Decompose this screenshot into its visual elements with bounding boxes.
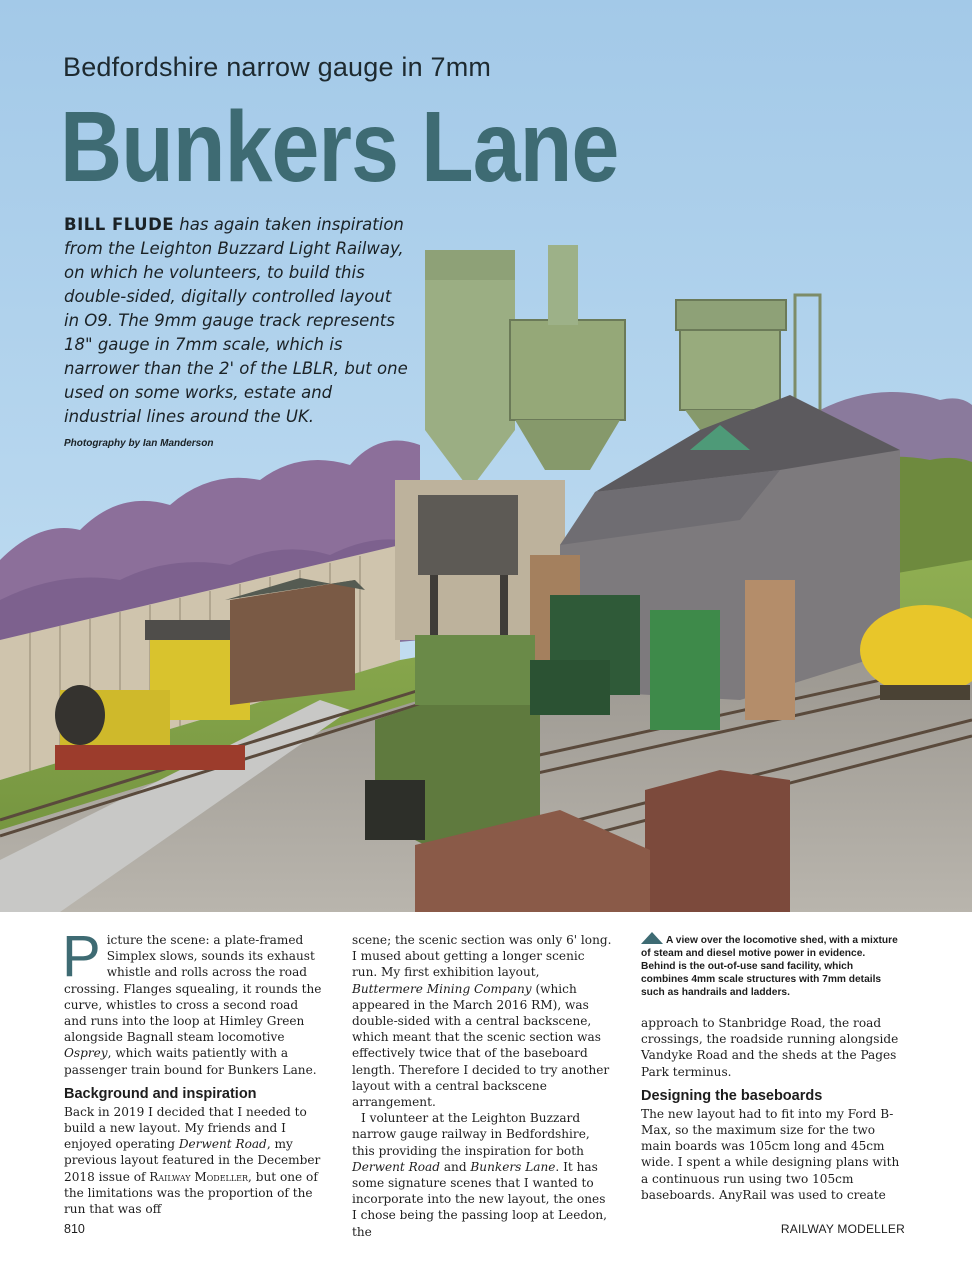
standfirst-text: has again taken inspiration from the Leighton Buzzard Light Railway, on which he volunteers, to build this double-sided, digitally controlled layout in O9. The 9mm gauge track represents 18" gauge in 7mm scale, which is narrower than the 2' of the LBLR, but one used on some works, estate and industrial lines around the UK.	[64, 215, 408, 426]
section-heading: Background and inspiration	[64, 1085, 257, 1102]
text-run: , my previous layout featured in the December 2018 issue of	[64, 1137, 321, 1184]
text-run: and	[439, 1159, 471, 1174]
photo-credit: Photography by Ian Manderson	[64, 438, 214, 449]
paragraph	[62, 924, 324, 1078]
paragraph	[352, 1110, 612, 1240]
article-title: Bunkers Lane	[60, 91, 619, 203]
green-simplex-in-shed	[650, 610, 720, 730]
magazine-footer: RAILWAY MODELLER	[780, 1222, 905, 1236]
caption-text: A view over the locomotive shed, with a mixture of steam and diesel motive power in evidence. Behind is the out-of-use sand facility, which combines 4mm scale structures with 7mm details such as handrails and ladders.	[641, 935, 898, 998]
magazine-name: Railway Modeller	[149, 1169, 249, 1184]
text-run: , which waits patiently with a passenger train bound for Bunkers Lane.	[64, 1046, 317, 1077]
text-run: icture the scene: a plate-framed Simplex slows, sounds its exhaust whistle and rolls across the road crossing. Flanges squealing, it rounds the curve, whistles to cross a second road and runs into the loop at Himley Green alongside Bagnall steam locomotive	[64, 933, 322, 1045]
body-column-3	[641, 932, 901, 1203]
text-run: Back in 2019 I decided that I needed to build a new layout. My friends and I enjoyed operating	[64, 1104, 307, 1152]
body-column-2	[352, 932, 612, 1240]
paragraph: approach to Stanbridge Road, the road crossings, the roadside running alongside Vandyke Road and the sheds at the Pages Park terminus.	[641, 1016, 899, 1079]
paragraph	[352, 932, 612, 1110]
layout-name: Derwent Road	[178, 1137, 267, 1152]
layout-name: Buttermere Mining Company	[352, 981, 532, 996]
text-run: (which appeared in the March 2016 RM), was double-sided with a central backscene, which meant that the scenic section was effectively twice that of the baseboard length. Therefore I decided to try another layout with a central backscene arrangement.	[352, 981, 610, 1110]
loco-name: Osprey	[64, 1046, 108, 1061]
layout-name: Bunkers Lane	[470, 1159, 556, 1174]
body-column-1	[62, 924, 324, 1217]
photo-caption	[641, 932, 901, 999]
kicker-heading: Bedfordshire narrow gauge in 7mm	[63, 52, 492, 82]
section-heading: Designing the baseboards	[641, 1087, 823, 1104]
paragraph	[64, 1104, 324, 1217]
page-number: 810	[64, 1222, 85, 1236]
layout-name: Derwent Road	[352, 1159, 440, 1174]
author-byline: BILL FLUDE	[64, 215, 175, 234]
text-run: I volunteer at the Leighton Buzzard narrow gauge railway in Bedfordshire, this providing the inspiration for both	[352, 1111, 590, 1158]
drop-cap: P	[62, 924, 101, 989]
standfirst	[64, 213, 409, 429]
text-run: , but one of the limitations was the proportion of the run that was off	[64, 1169, 318, 1217]
paragraph: The new layout had to fit into my Ford B-Max, so the maximum size for the two main boards was 105cm long and 45cm wide. I spent a while designing plans with a continuous run using two 105cm baseboards. AnyRail was used to create	[641, 1106, 900, 1202]
text-run: scene; the scenic section was only 6' long. I mused about getting a longer scenic run. My first exhibition layout,	[352, 933, 612, 980]
caption-pointer-icon	[641, 932, 663, 944]
text-run: . It has some signature scenes that I wanted to incorporate into the new layout, the ones I chose being the passing loop at Leedon, the	[352, 1159, 608, 1239]
